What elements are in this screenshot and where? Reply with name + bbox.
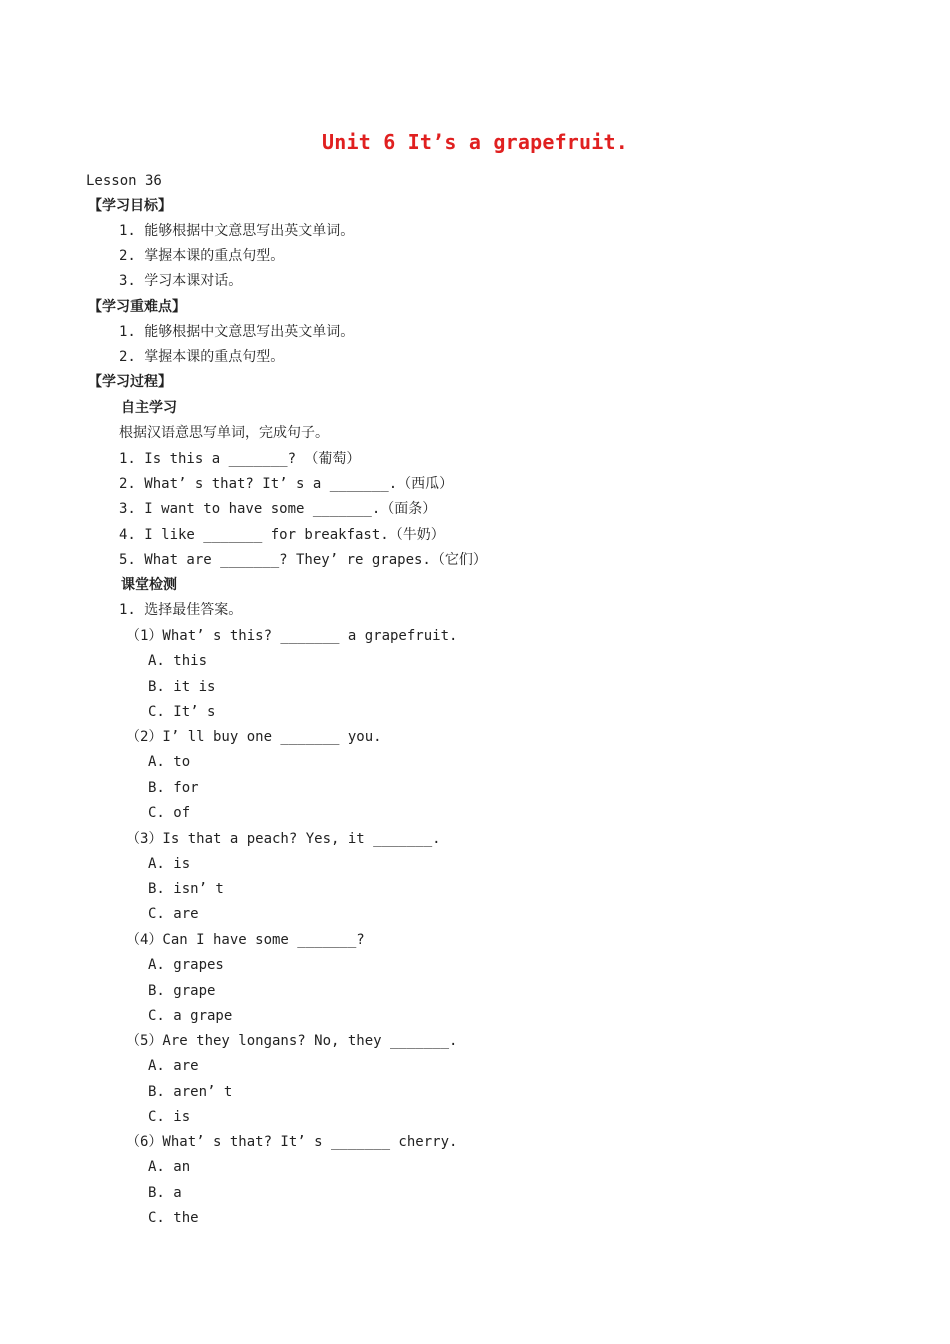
option: C. are — [148, 906, 199, 922]
option: A. this — [148, 653, 208, 669]
option: A. an — [148, 1159, 191, 1175]
fill-in-item: 3. I want to have some _______.（面条） — [119, 501, 437, 517]
key-point-item: 1. 能够根据中文意思写出英文单词。 — [119, 324, 355, 340]
option: C. the — [148, 1210, 199, 1226]
question: （1）What’ s this? _______ a grapefruit. — [126, 628, 458, 644]
option: C. It’ s — [148, 704, 216, 720]
class-test-heading: 课堂检测 — [121, 577, 177, 593]
self-study-heading: 自主学习 — [121, 400, 177, 416]
key-points-heading: 【学习重难点】 — [88, 299, 186, 315]
fill-in-item: 2. What’ s that? It’ s a _______.（西瓜） — [119, 476, 454, 492]
fill-in-item: 4. I like _______ for breakfast.（牛奶） — [119, 527, 445, 543]
option: A. to — [148, 754, 191, 770]
question: （4）Can I have some _______? — [126, 932, 365, 948]
objectives-heading: 【学习目标】 — [88, 198, 172, 214]
class-test-instruction: 1. 选择最佳答案。 — [119, 602, 243, 618]
objective-item: 3. 学习本课对话。 — [119, 273, 243, 289]
option: A. grapes — [148, 957, 224, 973]
option: A. are — [148, 1058, 199, 1074]
fill-in-item: 5. What are _______? They’ re grapes.（它们） — [119, 552, 487, 568]
option: C. a grape — [148, 1008, 233, 1024]
option: B. a — [148, 1185, 182, 1201]
question: （2）I’ ll buy one _______ you. — [126, 729, 382, 745]
page-title: Unit 6 It’s a grapefruit. — [321, 130, 629, 154]
process-heading: 【学习过程】 — [88, 374, 172, 390]
option: B. aren’ t — [148, 1084, 233, 1100]
lesson-label: Lesson 36 — [86, 173, 162, 189]
question: （5）Are they longans? No, they _______. — [126, 1033, 458, 1049]
question: （3）Is that a peach? Yes, it _______. — [126, 831, 441, 847]
objective-item: 2. 掌握本课的重点句型。 — [119, 248, 285, 264]
option: C. is — [148, 1109, 191, 1125]
option: A. is — [148, 856, 191, 872]
option: C. of — [148, 805, 191, 821]
fill-in-item: 1. Is this a _______? （葡萄） — [119, 451, 361, 467]
key-point-item: 2. 掌握本课的重点句型。 — [119, 349, 285, 365]
option: B. isn’ t — [148, 881, 224, 897]
objective-item: 1. 能够根据中文意思写出英文单词。 — [119, 223, 355, 239]
question: （6）What’ s that? It’ s _______ cherry. — [126, 1134, 458, 1150]
option: B. it is — [148, 679, 216, 695]
option: B. for — [148, 780, 199, 796]
option: B. grape — [148, 983, 216, 999]
self-study-instruction: 根据汉语意思写单词，完成句子。 — [119, 425, 329, 441]
